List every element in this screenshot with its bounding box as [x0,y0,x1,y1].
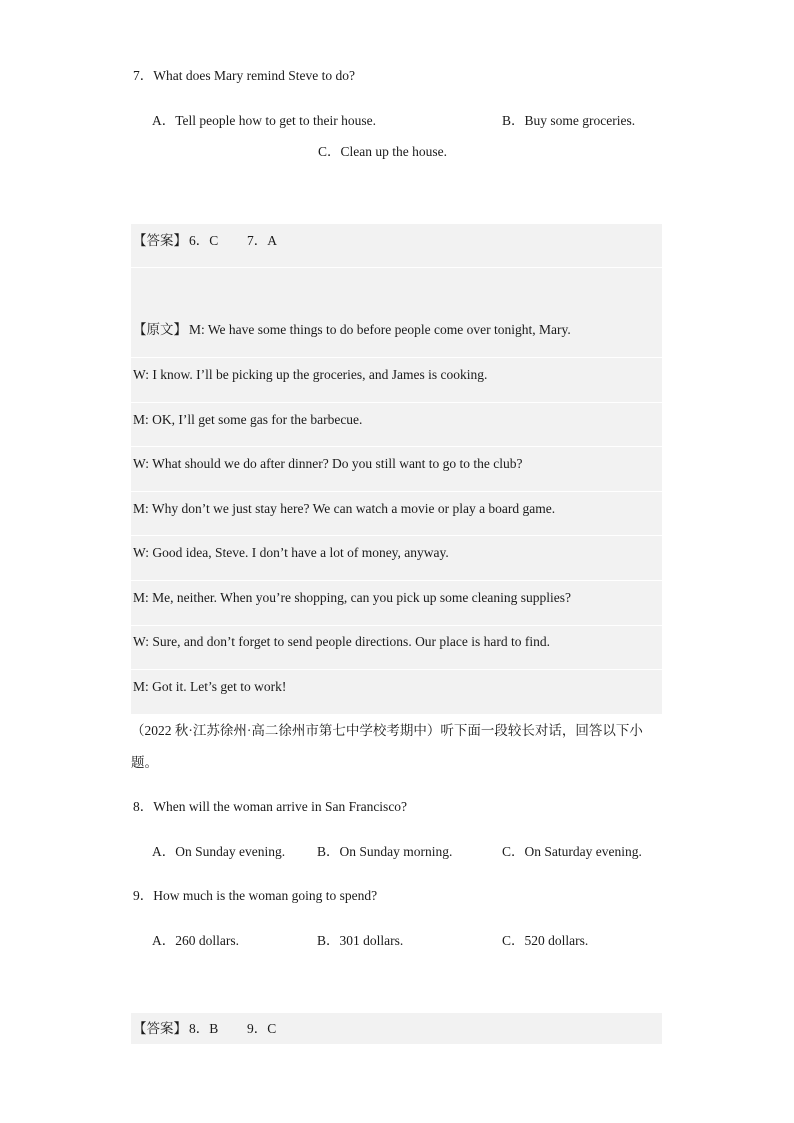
transcript-line: W: Sure, and don’t forget to send people directions. Our place is hard to find. [133,634,551,649]
question-9-option-b: B．301 dollars. [317,933,404,948]
shade-divider [131,625,662,626]
shade-divider [131,446,662,447]
shade-divider [131,669,662,670]
question-7-option-c: C．Clean up the house. [318,144,447,159]
answer-item-8: 8．B [189,1021,219,1036]
answer-item-6: 6．C [189,233,219,248]
question-7: 7．What does Mary remind Steve to do? [133,68,355,83]
question-9-option-a: A．260 dollars. [152,933,239,948]
shade-divider [131,580,662,581]
transcript-line: M: Got it. Let’s get to work! [133,679,287,694]
transcript-line: M: OK, I’ll get some gas for the barbecue. [133,412,363,427]
answer-item-7: 7．A [247,233,277,248]
shade-divider [131,535,662,536]
question-8-option-c: C．On Saturday evening. [502,844,642,859]
question-7-option-b: B．Buy some groceries. [502,113,636,128]
section-intro: （2022 秋·江苏徐州·高二徐州市第七中学校考期中）听下面一段较长对话，回答以下小 [131,723,643,738]
shade-divider [131,491,662,492]
transcript-line: M: We have some things to do before people come over tonight, Mary. [189,322,571,337]
question-8-option-b: B．On Sunday morning. [317,844,453,859]
transcript-line: M: Why don’t we just stay here? We can watch a movie or play a board game. [133,501,556,516]
question-7-option-a: A．Tell people how to get to their house. [152,113,377,128]
question-9-option-c: C．520 dollars. [502,933,589,948]
question-8-option-a: A．On Sunday evening. [152,844,286,859]
transcript-line: W: Good idea, Steve. I don’t have a lot of money, anyway. [133,545,449,560]
answer-label: 【答案】 [133,1021,187,1036]
transcript-line: W: I know. I’ll be picking up the groceries, and James is cooking. [133,367,488,382]
shade-divider [131,357,662,358]
transcript-line: W: What should we do after dinner? Do you still want to go to the club? [133,456,523,471]
transcript-line: M: Me, neither. When you’re shopping, can you pick up some cleaning supplies? [133,590,572,605]
shade-divider [131,267,662,268]
section-intro-continued: 题。 [131,755,158,770]
answer-item-9: 9．C [247,1021,277,1036]
shade-divider [131,402,662,403]
answer-label: 【答案】 [133,233,187,248]
question-9: 9．How much is the woman going to spend? [133,888,378,903]
transcript-label: 【原文】 [133,322,187,337]
question-8: 8．When will the woman arrive in San Francisco? [133,799,408,814]
